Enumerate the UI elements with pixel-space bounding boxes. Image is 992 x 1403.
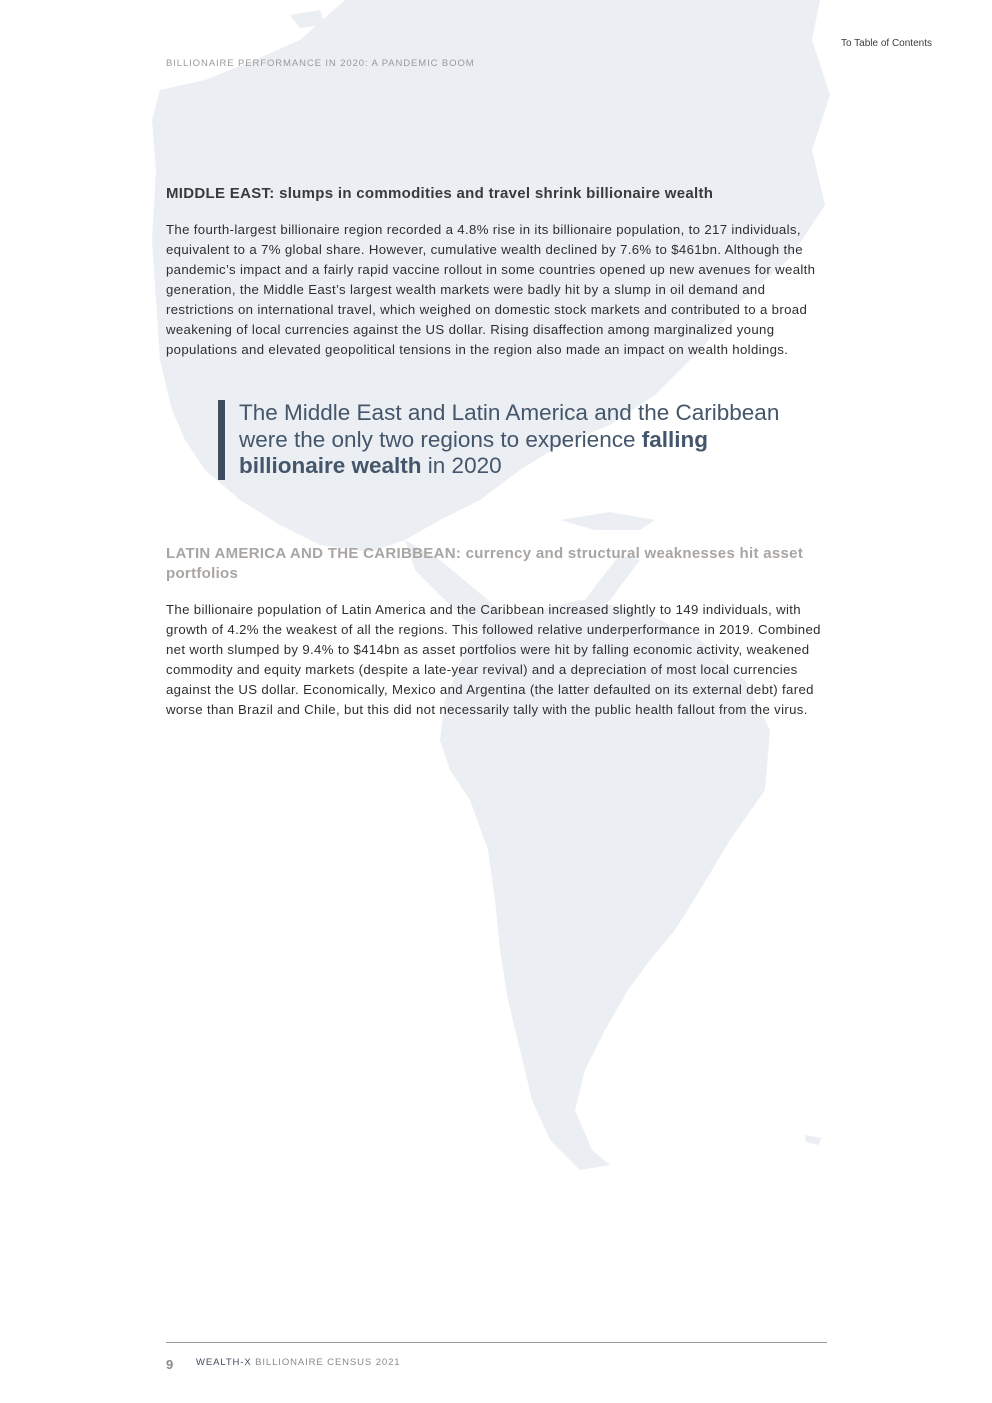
main-content (166, 184, 828, 720)
latin-america-heading: LATIN AMERICA AND THE CARIBBEAN: currency and structural weaknesses hit asset portfolios (166, 544, 804, 582)
table-of-contents-link[interactable]: To Table of Contents (841, 38, 932, 49)
pull-quote-lead: The Middle East and Latin America and the Caribbean were the only two regions to experience (239, 400, 780, 452)
footer-divider (166, 1342, 827, 1343)
footer-publication-title (196, 1357, 400, 1368)
latin-america-body: The billionaire population of Latin America and the Caribbean increased slightly to 149 individuals, with growth of 4.2% the weakest of all the regions. This followed relative underperformance in 2019. Combined net worth slumped by 9.4% to $414bn as asset portfolios were hit by falling economic activity, weakened commodity and equity markets (despite a late-year revival) and a depreciation of most local currencies against the US dollar. Economically, Mexico and Argentina (the latter defaulted on its external debt) fared worse than Brazil and Chile, but this did not necessarily tally with the public health fallout from the virus. (166, 601, 821, 717)
falkland-islands-shape (805, 1135, 822, 1145)
middle-east-body: The fourth-largest billionaire region recorded a 4.8% rise in its billionaire population, to 217 individuals, equivalent to a 7% global share. However, cumulative wealth declined by 7.6% to $461bn. Although the pandemic’s impact and a fairly rapid vaccine rollout in some countries opened up new avenues for wealth generation, the Middle East’s largest wealth markets were badly hit by a slump in oil demand and restrictions on international travel, which weighed on domestic stock markets and contributed to a broad weakening of local currencies against the US dollar. Rising disaffection among marginalized young populations and elevated geopolitical tensions in the region also made an impact on wealth holdings. (166, 222, 816, 357)
middle-east-section (166, 184, 828, 360)
footer-brand: WEALTH-X (196, 1357, 252, 1368)
latin-america-section (166, 544, 828, 720)
page-number: 9 (166, 1357, 174, 1372)
greenland-fragment-shape (290, 10, 325, 28)
pull-quote-emphasis: falling billionaire wealth (239, 426, 708, 478)
running-header: BILLIONAIRE PERFORMANCE IN 2020: A PANDEMIC BOOM (166, 58, 475, 69)
pull-quote (218, 400, 799, 480)
footer-title-text: BILLIONAIRE CENSUS 2021 (251, 1357, 401, 1368)
middle-east-heading: MIDDLE EAST: slumps in commodities and travel shrink billionaire wealth (166, 185, 714, 202)
pull-quote-tail: in 2020 (421, 453, 502, 478)
